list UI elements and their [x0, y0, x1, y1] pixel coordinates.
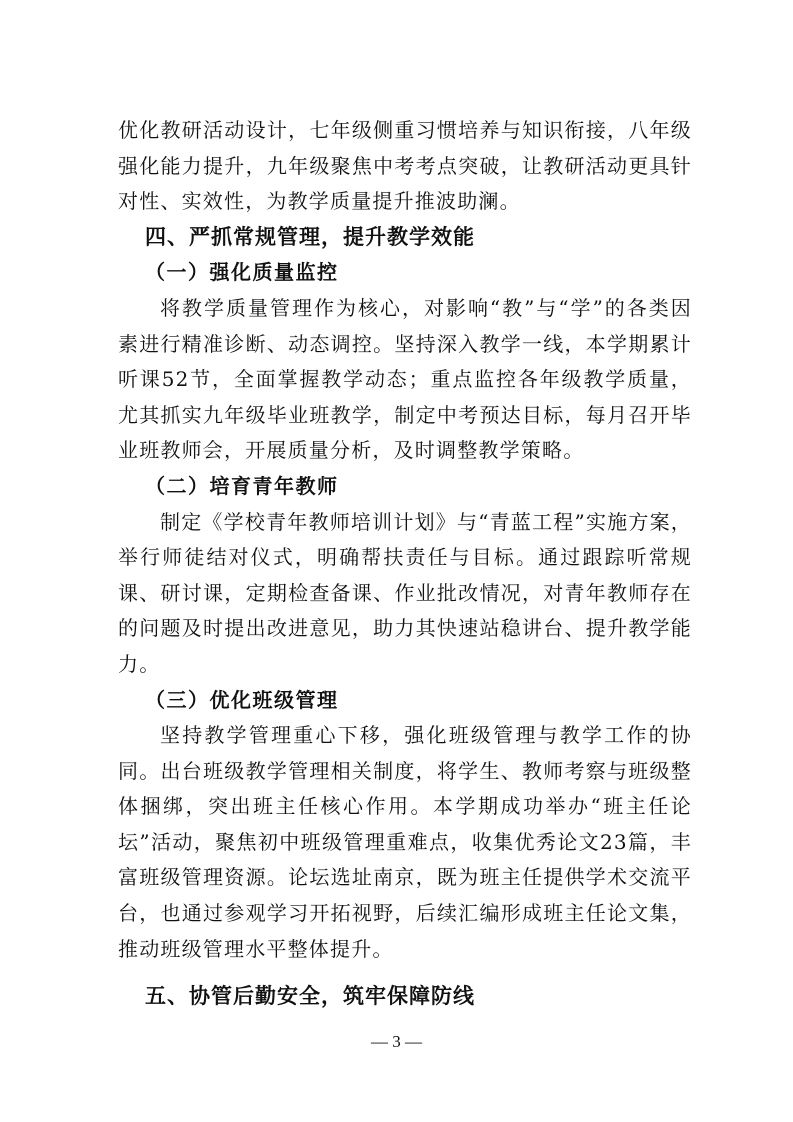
- page-number: — 3 —: [371, 1032, 422, 1051]
- subsection-heading-1: （一）强化质量监控: [145, 260, 339, 285]
- paragraph-young-teachers: 制定《学校青年教师培训计划》与“青蓝工程”实施方案，举行师徒结对仪式，明确帮扶责任与目标。通过跟踪听常规课、研讨课，定期检查备课、作业批改情况，对青年教师存在的问题及时提出改进意见，助力其快速站稳讲台、提升教学能力。: [118, 509, 692, 676]
- section-heading-5: 五、协管后勤安全，筑牢保障防线: [145, 984, 475, 1009]
- page-body: [118, 113, 692, 1015]
- paragraph-class-management: 坚持教学管理重心下移，强化班级管理与教学工作的协同。出台班级教学管理相关制度，将学生、教师考察与班级整体捆绑，突出班主任核心作用。本学期成功举办“班主任论坛”活动，聚焦初中班级管理重难点，收集优秀论文23篇，丰富班级管理资源。论坛选址南京，既为班主任提供学术交流平台，也通过参观学习开拓视野，后续汇编形成班主任论文集，推动班级管理水平整体提升。: [118, 723, 692, 961]
- subsection-heading-2: （二）培育青年教师: [145, 473, 339, 498]
- section-heading-4: 四、严抓常规管理，提升教学效能: [145, 224, 475, 249]
- spacer: [118, 967, 692, 979]
- subsection-heading-3: （三）优化班级管理: [145, 687, 339, 712]
- paragraph-quality-monitoring: 将教学质量管理作为核心，对影响“教”与“学”的各类因素进行精准诊断、动态调控。坚持深入教学一线，本学期累计听课52节，全面掌握教学动态；重点监控各年级教学质量，尤其抓实九年级毕业班教学，制定中考预达目标，每月召开毕业班教师会，开展质量分析，及时调整教学策略。: [118, 295, 692, 463]
- paragraph-continuation: 优化教研活动设计，七年级侧重习惯培养与知识衔接，八年级强化能力提升，九年级聚焦中考考点突破，让教研活动更具针对性、实效性，为教学质量提升推波助澜。: [118, 118, 692, 214]
